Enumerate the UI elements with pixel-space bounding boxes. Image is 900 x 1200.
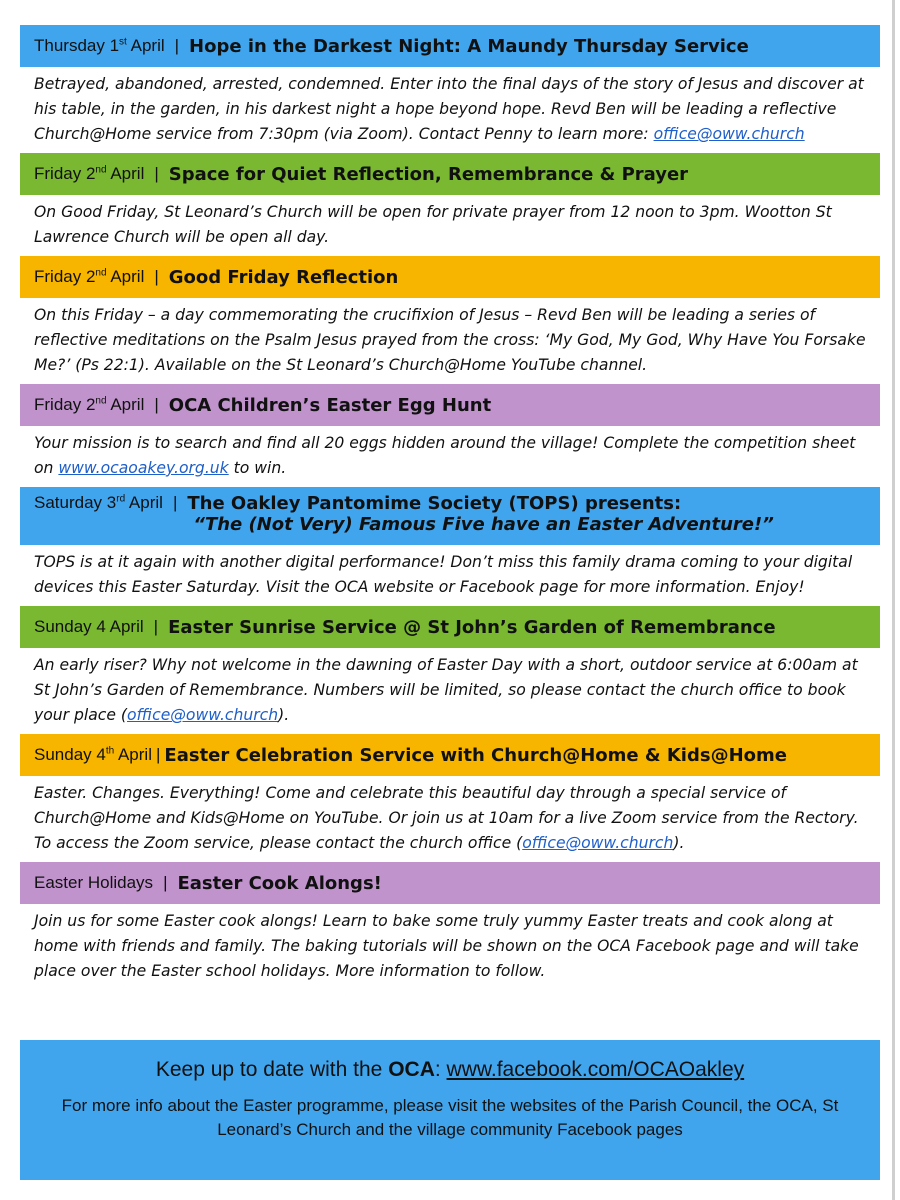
event-header [20,256,880,298]
facebook-link[interactable]: www.facebook.com/OCAOakley [446,1058,745,1081]
email-link[interactable]: office@oww.church [653,125,805,143]
separator: | [153,617,159,636]
event-header [20,606,880,648]
event-description: On Good Friday, St Leonard’s Church will be open for private prayer from 12 noon to 3pm. Wootton St Lawrence Church will be open all day. [34,203,832,246]
separator: | [172,493,178,512]
separator: | [154,267,159,286]
event-header [20,487,880,545]
event-title: Easter Sunrise Service @ St John’s Garden of Remembrance [168,616,776,638]
separator: | [174,36,180,55]
event-header [20,862,880,904]
org-name: OCA [388,1058,435,1081]
event-description: Betrayed, abandoned, arrested, condemned. Enter into the final days of the story of Jesus and discover at his table, in the garden, in his darkest night a hope beyond hope. Revd Ben will be leading a reflective Church@Home service from 7:30pm (via Zoom). Contact Penny to learn more: office@oww.church [34,75,864,143]
event-description: Easter. Changes. Everything! Come and celebrate this beautiful day through a special service of Church@Home and Kids@Home on YouTube. Or join us at 10am for a live Zoom service from the Rectory. To access the Zoom service, please contact the church office (office@oww.church). [34,784,859,852]
event-title: Easter Cook Alongs! [177,872,382,894]
event-title: Space for Quiet Reflection, Remembrance & Prayer [168,163,689,185]
event-title: Easter Celebration Service with Church@Home & Kids@Home [164,744,787,766]
separator: | [155,745,161,764]
separator: | [154,395,159,414]
event-date: Easter Holidays [34,873,154,892]
event-title: Hope in the Darkest Night: A Maundy Thursday Service [189,35,749,57]
event-date: Saturday 3rd April [34,493,163,512]
event-date: Thursday 1st April [34,36,165,55]
event-header [20,25,880,67]
event-date: Friday 2nd April [34,267,145,286]
email-link[interactable]: office@oww.church [522,834,674,852]
event-description: Join us for some Easter cook alongs! Learn to bake some truly yummy Easter treats and cook along at home with friends and family. The baking tutorials will be shown on the OCA Facebook page and will take place over the Easter school holidays. More information to follow. [34,912,859,980]
event-date: Sunday 4 April [34,617,144,636]
event-description: TOPS is at it again with another digital performance! Don’t miss this family drama coming to your digital devices this Easter Saturday. Visit the OCA website or Facebook page for more information. Enjoy! [34,553,853,596]
footer-headline: Keep up to date with the OCA: www.facebook.com/OCAOakley [155,1058,745,1081]
events-list [20,25,880,990]
event-header [20,384,880,426]
event-title: The Oakley Pantomime Society (TOPS) presents: [187,493,682,514]
separator: | [163,873,168,892]
event-description: Your mission is to search and find all 20 eggs hidden around the village! Complete the competition sheet on www.ocaoakey.org.uk to win. [34,434,856,477]
website-link[interactable]: www.ocaoakey.org.uk [58,459,229,477]
email-link[interactable]: office@oww.church [127,706,279,724]
event-date: Sunday 4th April [34,745,152,764]
footer-info: For more info about the Easter programme, please visit the websites of the Parish Council, the OCA, St Leonard’s Church and the village community Facebook pages [61,1096,839,1139]
event-header [20,734,880,776]
event-title: Good Friday Reflection [168,266,399,288]
separator: | [154,164,159,183]
footer-banner [20,1040,880,1180]
event-header [20,153,880,195]
event-title: OCA Children’s Easter Egg Hunt [168,394,492,416]
event-date: Friday 2nd April [34,164,145,183]
event-date: Friday 2nd April [34,395,145,414]
event-description: On this Friday – a day commemorating the crucifixion of Jesus – Revd Ben will be leading a series of reflective meditations on the Psalm Jesus prayed from the cross: ‘My God, My God, Why Have You Forsake Me?’ (Ps 22:1). Available on the St Leonard’s Church@Home YouTube channel. [34,306,866,374]
event-description: An early riser? Why not welcome in the dawning of Easter Day with a short, outdoor service at 6:00am at St John’s Garden of Remembrance. Numbers will be limited, so please contact the church office to book your place (office@oww.church). [34,656,858,724]
event-subtitle: “The (Not Very) Famous Five have an Easter Adventure!” [193,514,774,535]
